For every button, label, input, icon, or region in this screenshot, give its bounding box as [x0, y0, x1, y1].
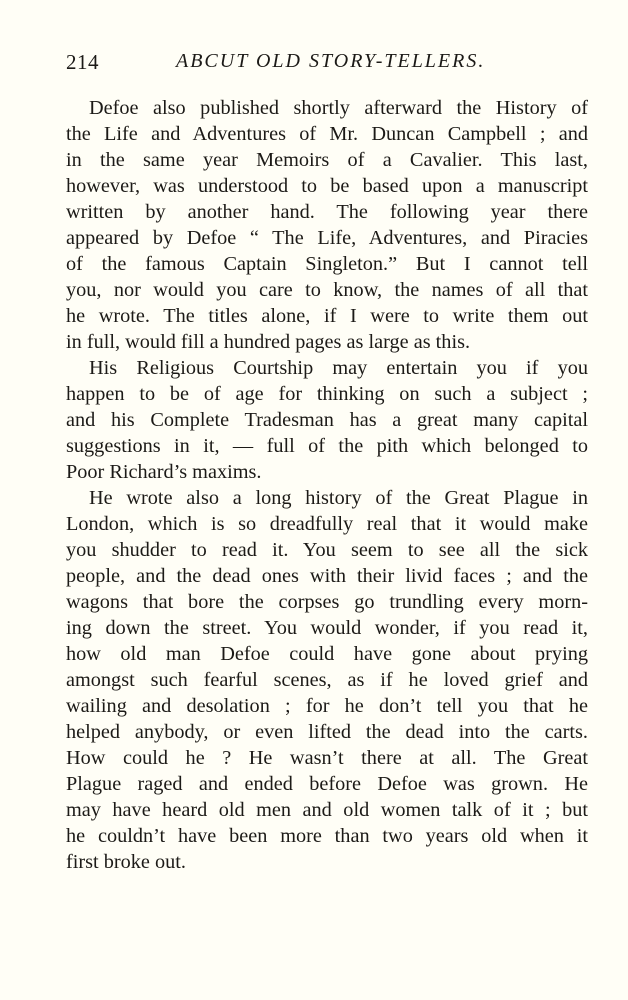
text-line: of the famous Captain Singleton.” But I cannot tell [66, 253, 588, 275]
text-line: He wrote also a long history of the Great Plague in [89, 487, 588, 509]
text-line: in the same year Memoirs of a Cavalier. This last, [66, 149, 588, 171]
text-line: in full, would fill a hundred pages as large as this. [66, 331, 471, 353]
text-line: Plague raged and ended before Defoe was grown. He [66, 773, 588, 795]
paragraph [66, 355, 588, 485]
text-line: you, nor would you care to know, the names of all that [66, 279, 588, 301]
text-line: Poor Richard’s maxims. [66, 461, 262, 483]
running-head: ABCUT OLD STORY-TELLERS. [176, 50, 486, 72]
text-line: How could he ? He wasn’t there at all. The Great [66, 747, 588, 769]
text-line: the Life and Adventures of Mr. Duncan Campbell ; and [66, 123, 588, 145]
page-header [66, 50, 588, 76]
text-line: suggestions in it, — full of the pith which belonged to [66, 435, 588, 457]
text-line: may have heard old men and old women talk of it ; but [66, 799, 588, 821]
body-text [66, 95, 588, 875]
text-line: wagons that bore the corpses go trundling every morn- [66, 591, 588, 613]
paragraph [66, 485, 588, 875]
text-line: His Religious Courtship may entertain you if you [89, 357, 588, 379]
text-line: he wrote. The titles alone, if I were to write them out [66, 305, 588, 327]
text-line: Defoe also published shortly afterward the History of [89, 97, 588, 119]
text-line: how old man Defoe could have gone about prying [66, 643, 588, 665]
text-line: and his Complete Tradesman has a great many capital [66, 409, 588, 431]
text-line: he couldn’t have been more than two years old when it [66, 825, 588, 847]
text-line: ing down the street. You would wonder, if you read it, [66, 617, 588, 639]
text-line: people, and the dead ones with their livid faces ; and the [66, 565, 588, 587]
text-line: happen to be of age for thinking on such a subject ; [66, 383, 588, 405]
page-number: 214 [66, 50, 99, 74]
text-line: first broke out. [66, 851, 186, 873]
text-line: appeared by Defoe “ The Life, Adventures, and Piracies [66, 227, 588, 249]
text-line: written by another hand. The following year there [66, 201, 588, 223]
text-line: wailing and desolation ; for he don’t tell you that he [66, 695, 588, 717]
text-line: London, which is so dreadfully real that it would make [66, 513, 588, 535]
text-line: however, was understood to be based upon a manuscript [66, 175, 588, 197]
paragraph [66, 95, 588, 355]
text-line: you shudder to read it. You seem to see all the sick [66, 539, 588, 561]
text-line: amongst such fearful scenes, as if he loved grief and [66, 669, 588, 691]
text-line: helped anybody, or even lifted the dead into the carts. [66, 721, 588, 743]
